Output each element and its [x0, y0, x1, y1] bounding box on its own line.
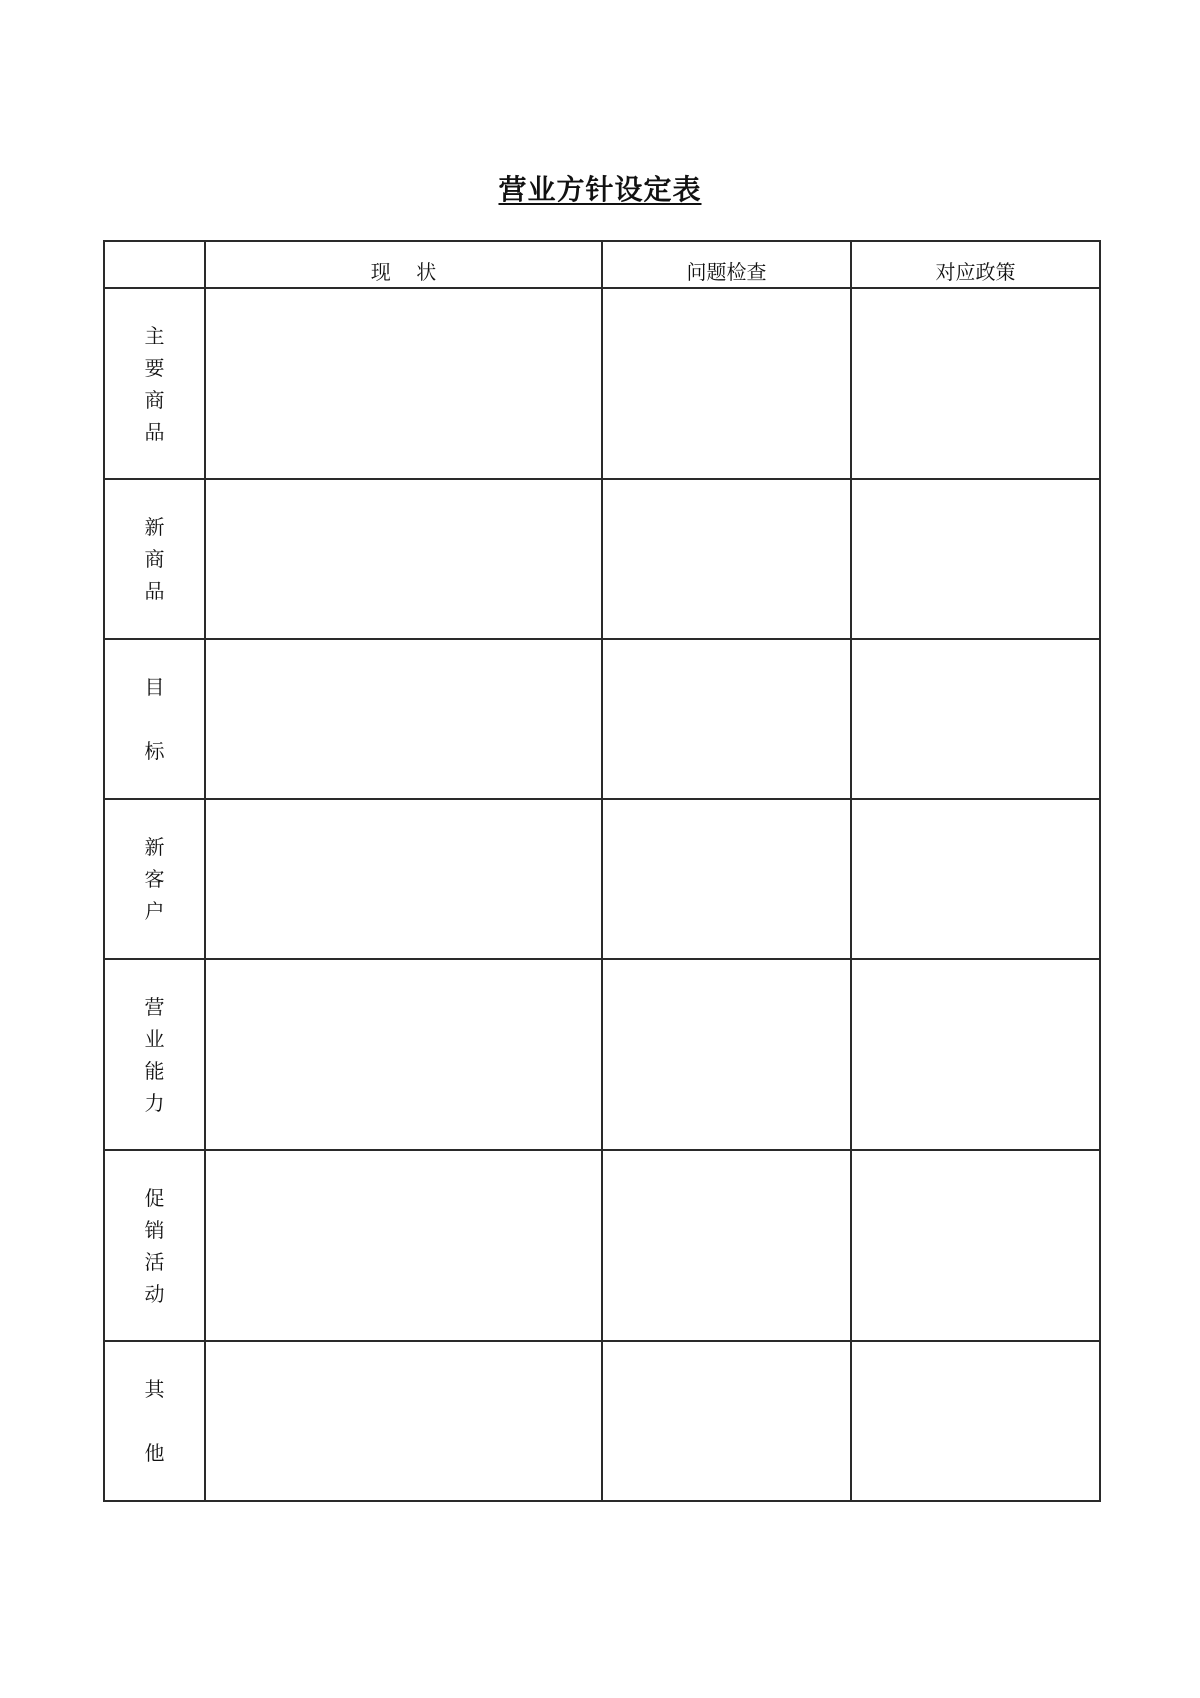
policy-form-table: [103, 240, 1101, 1502]
policy-cell[interactable]: [851, 1341, 1100, 1501]
status-cell[interactable]: [205, 1150, 602, 1341]
table-row: [104, 959, 1100, 1150]
row-label-other: 其 他: [104, 1341, 205, 1501]
table-row: [104, 799, 1100, 959]
row-label-promotions: 促 销 活 动: [104, 1150, 205, 1341]
header-issues: 问题检查: [602, 241, 851, 288]
status-cell[interactable]: [205, 288, 602, 479]
issues-cell[interactable]: [602, 639, 851, 799]
table-header-row: [104, 241, 1100, 288]
policy-cell[interactable]: [851, 479, 1100, 639]
header-status: 现 状: [205, 241, 602, 288]
policy-cell[interactable]: [851, 959, 1100, 1150]
issues-cell[interactable]: [602, 959, 851, 1150]
table-row: [104, 639, 1100, 799]
issues-cell[interactable]: [602, 1150, 851, 1341]
header-policy: 对应政策: [851, 241, 1100, 288]
issues-cell[interactable]: [602, 288, 851, 479]
header-corner-cell: [104, 241, 205, 288]
status-cell[interactable]: [205, 799, 602, 959]
policy-cell[interactable]: [851, 288, 1100, 479]
row-label-sales-capability: 营 业 能 力: [104, 959, 205, 1150]
policy-cell[interactable]: [851, 639, 1100, 799]
status-cell[interactable]: [205, 639, 602, 799]
table-row: [104, 288, 1100, 479]
policy-cell[interactable]: [851, 1150, 1100, 1341]
row-label-goals: 目 标: [104, 639, 205, 799]
page-title: [0, 170, 1200, 210]
policy-cell[interactable]: [851, 799, 1100, 959]
table-row: [104, 1341, 1100, 1501]
table-row: [104, 479, 1100, 639]
issues-cell[interactable]: [602, 799, 851, 959]
status-cell[interactable]: [205, 1341, 602, 1501]
issues-cell[interactable]: [602, 1341, 851, 1501]
issues-cell[interactable]: [602, 479, 851, 639]
row-label-new-customers: 新 客 户: [104, 799, 205, 959]
status-cell[interactable]: [205, 959, 602, 1150]
status-cell[interactable]: [205, 479, 602, 639]
table-row: [104, 1150, 1100, 1341]
row-label-main-products: 主 要 商 品: [104, 288, 205, 479]
row-label-new-products: 新 商 品: [104, 479, 205, 639]
page-title-text: 营业方针设定表: [498, 173, 702, 206]
